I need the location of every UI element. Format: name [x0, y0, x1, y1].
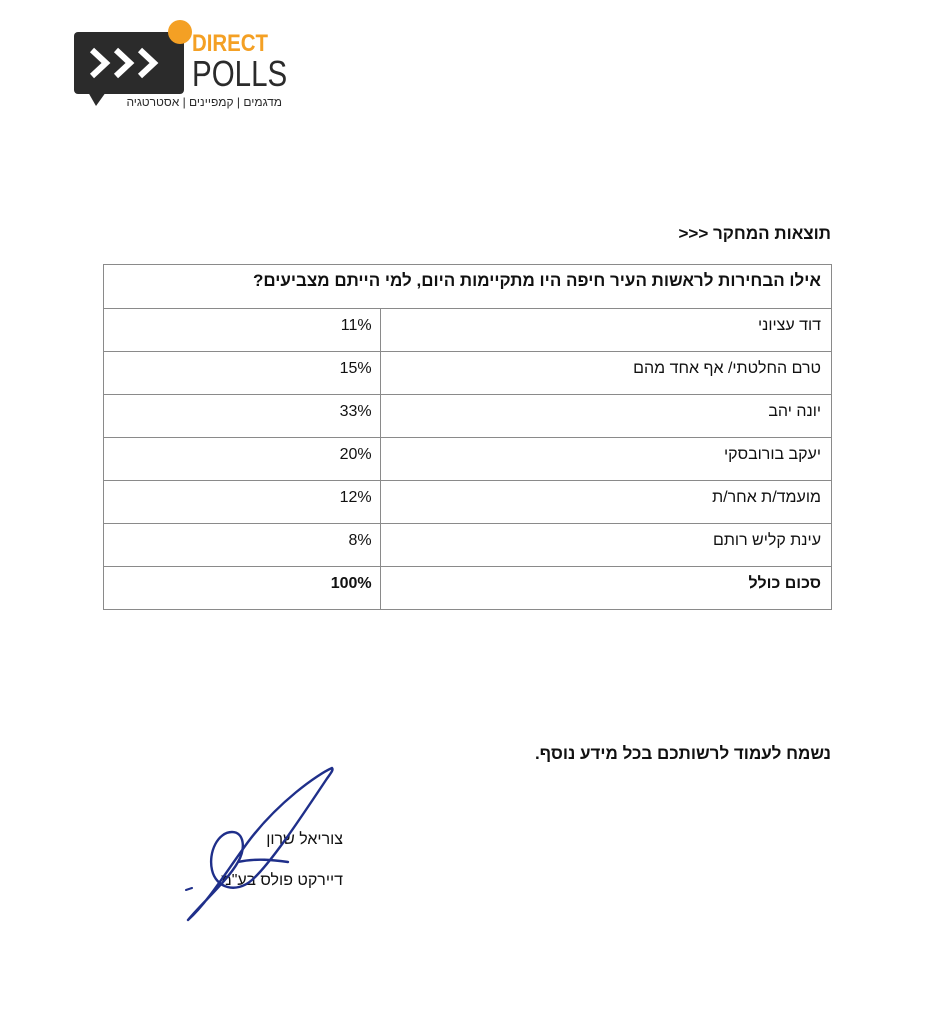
candidate-percentage [104, 309, 381, 352]
candidate-name: טרם החלטתי/ אף אחד מהם [380, 352, 831, 395]
candidate-name: יונה יהב [380, 395, 831, 438]
candidate-name: דוד עציוני [380, 309, 831, 352]
candidate-name: מועמד/ת אחר/ת [380, 481, 831, 524]
table-row [104, 352, 832, 395]
total-value-text: 100% [330, 575, 372, 592]
logo-brand-polls: POLLS [192, 53, 288, 94]
candidate-percentage [104, 438, 381, 481]
logo-chevrons-icon [86, 42, 176, 84]
candidate-percentage [104, 524, 381, 567]
logo-orange-dot [168, 20, 192, 44]
table-row [104, 438, 832, 481]
results-heading: תוצאות המחקר <<< [678, 224, 831, 243]
logo-speech-bubble-tail [88, 92, 106, 106]
question-row [104, 265, 832, 309]
percentage-text: 15% [339, 360, 372, 377]
candidate-percentage [104, 481, 381, 524]
candidate-name: יעקב בורובסקי [380, 438, 831, 481]
signatory-name: צוריאל שרון [266, 831, 343, 848]
total-row [104, 567, 832, 610]
results-table [103, 264, 832, 610]
table-row [104, 524, 832, 567]
table-row [104, 395, 832, 438]
percentage-text: 12% [339, 489, 372, 506]
total-value [104, 567, 381, 610]
direct-polls-logo [72, 20, 288, 115]
signatory-company: דיירקט פולס בע"מ [220, 872, 343, 889]
handwritten-signature [178, 762, 348, 927]
percentage-text: 8% [348, 532, 372, 549]
percentage-text: 11% [340, 317, 372, 334]
closing-text: נשמח לעמוד לרשותכם בכל מידע נוסף. [534, 744, 831, 763]
logo-tagline: מדגמים | קמפיינים | אסטרטגיה [126, 95, 282, 109]
logo-brand-direct: DIRECT [192, 30, 268, 57]
candidate-name: עינת קליש רותם [380, 524, 831, 567]
question-cell: אילו הבחירות לראשות העיר חיפה היו מתקיימות היום, למי הייתם מצביעים? [104, 265, 832, 309]
percentage-text: 33% [339, 403, 372, 420]
table-row [104, 309, 832, 352]
table-row [104, 481, 832, 524]
percentage-text: 20% [339, 446, 372, 463]
total-label: סכום כולל [380, 567, 831, 610]
candidate-percentage [104, 395, 381, 438]
candidate-percentage [104, 352, 381, 395]
